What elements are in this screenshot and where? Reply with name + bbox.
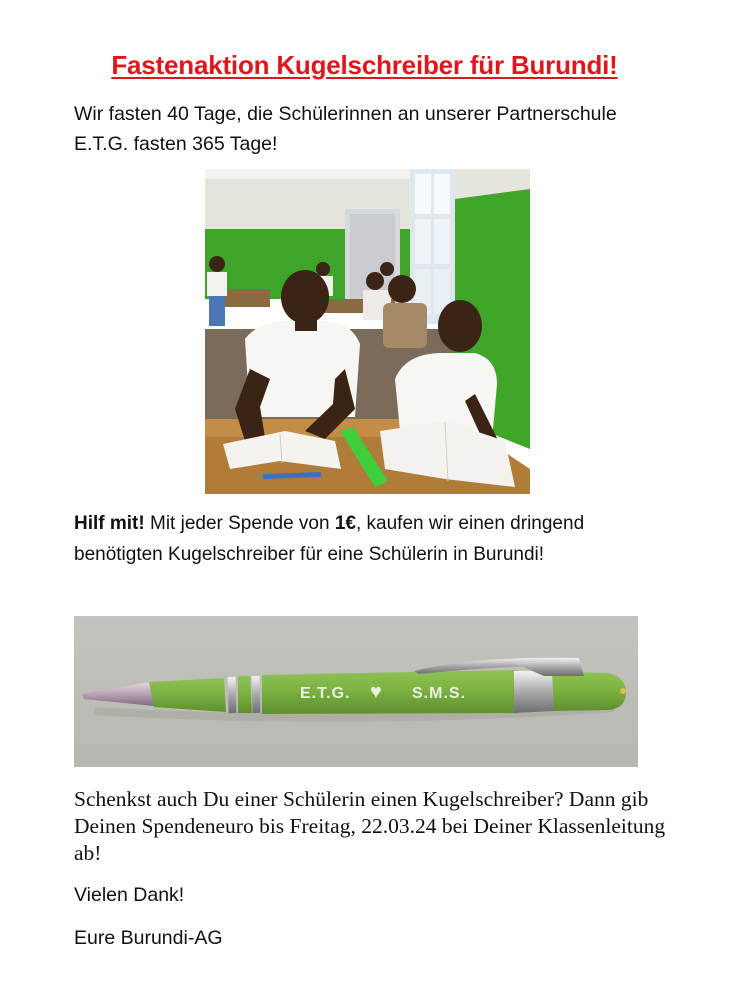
intro-line-2: E.T.G. fasten 365 Tage! — [74, 133, 278, 155]
intro-line-1: Wir fasten 40 Tage, die Schülerinnen an unserer Partnerschule — [74, 103, 617, 125]
pen-print-right: S.M.S. — [412, 685, 467, 702]
appeal-bold-amount: 1€ — [334, 513, 356, 534]
appeal-line-2: benötigten Kugelschreiber für eine Schülerin in Burundi! — [74, 544, 545, 565]
appeal-text-a: Mit jeder Spende von — [144, 513, 335, 534]
intro-paragraph — [74, 99, 694, 159]
pen-print-left: E.T.G. — [300, 685, 351, 702]
classroom-photo — [205, 169, 530, 494]
flyer-title: Fastenaktion Kugelschreiber für Burundi! — [111, 50, 618, 80]
pen-photo — [74, 616, 638, 767]
appeal-paragraph — [74, 508, 694, 570]
appeal-text-b: , kaufen wir einen dringend — [355, 513, 585, 534]
appeal-bold-lead: Hilf mit! — [74, 513, 145, 534]
signature-text: Eure Burundi-AG — [74, 927, 223, 949]
thanks-text: Vielen Dank! — [74, 884, 185, 906]
appeal-line-1 — [74, 508, 694, 539]
heart-icon: ♥ — [370, 681, 382, 703]
closing-paragraph: Schenkst auch Du einer Schülerin einen Kugelschreiber? Dann gib Deinen Spendeneuro bis Freitag, 22.03.24 bei Deiner Klassenleitung ab! — [74, 787, 666, 865]
